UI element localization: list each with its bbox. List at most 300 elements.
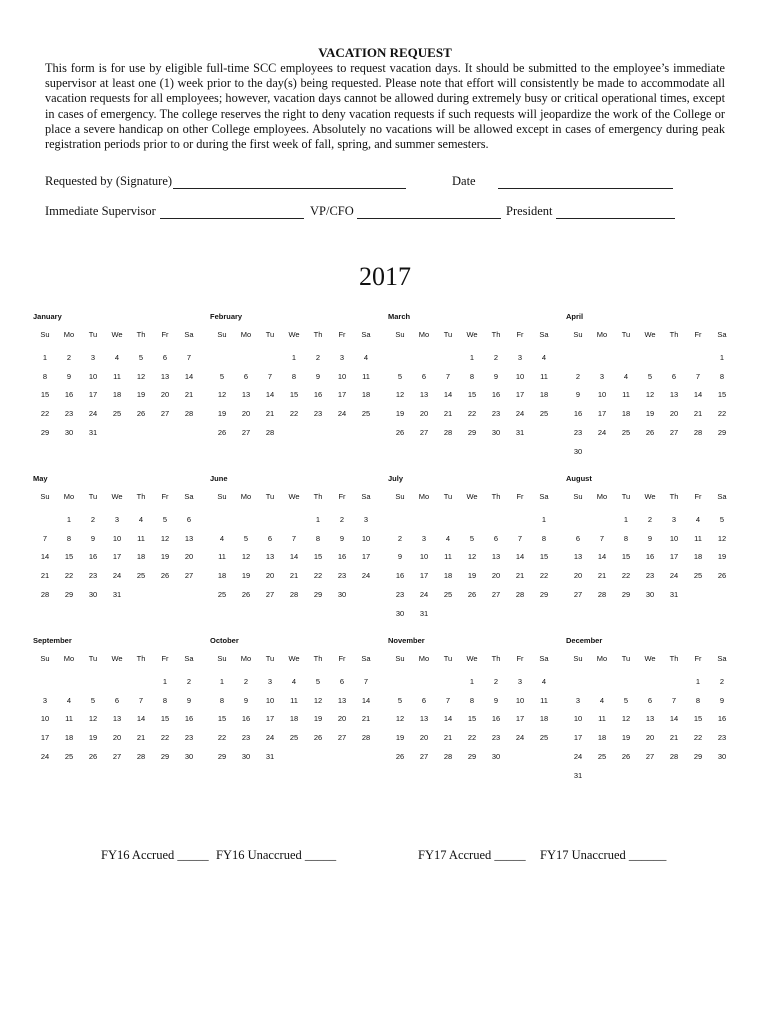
day-cell: 26: [645, 427, 655, 437]
weekday-header: Su: [573, 330, 583, 339]
day-cell: 16: [491, 714, 501, 724]
weekday-header: Mo: [418, 330, 430, 339]
weekday-header: Sa: [361, 492, 371, 501]
day-cell: 22: [539, 571, 549, 581]
day-cell: 26: [160, 571, 170, 581]
day-cell: 12: [395, 390, 405, 400]
day-cell: 14: [597, 552, 607, 562]
weekday-header: Sa: [361, 654, 371, 663]
president-label: President: [506, 204, 553, 218]
day-cell: 13: [419, 714, 429, 724]
month-grid: [388, 654, 556, 767]
weekday-header: Th: [491, 492, 501, 501]
day-cell: 20: [337, 714, 347, 724]
empty-day-cell: [388, 511, 412, 530]
day-cell: 30: [337, 589, 347, 599]
day-cell: 19: [467, 571, 477, 581]
empty-day-cell: [388, 673, 412, 692]
weekday-header: Tu: [621, 654, 631, 663]
day-cell: 2: [315, 352, 321, 362]
date-label: Date: [452, 174, 476, 188]
day-cell: 11: [694, 533, 702, 543]
day-cell: 17: [419, 571, 429, 581]
day-cell: 15: [467, 714, 477, 724]
day-cell: 26: [621, 751, 631, 761]
day-cell: 13: [645, 714, 655, 724]
empty-day-cell: [33, 511, 57, 530]
supervisor-label: Immediate Supervisor: [45, 204, 156, 218]
day-cell: 27: [241, 427, 251, 437]
day-cell: 11: [65, 714, 73, 724]
day-cell: 15: [40, 390, 50, 400]
day-cell: 12: [88, 714, 98, 724]
day-cell: 17: [112, 552, 122, 562]
day-cell: 13: [241, 390, 251, 400]
day-cell: 8: [66, 533, 72, 543]
weekday-header: Th: [136, 654, 146, 663]
weekday-header: Mo: [418, 654, 430, 663]
day-cell: 4: [445, 533, 451, 543]
day-cell: 9: [315, 371, 321, 381]
weekday-header: Sa: [184, 654, 194, 663]
day-cell: 23: [184, 733, 194, 743]
signature-row-2: [45, 204, 735, 222]
day-cell: 8: [695, 695, 701, 705]
day-cell: 8: [315, 533, 321, 543]
day-cell: 18: [539, 714, 549, 724]
day-cell: 30: [184, 751, 194, 761]
day-cell: 3: [421, 533, 427, 543]
date-field[interactable]: [498, 188, 673, 189]
weekday-header: Fr: [694, 654, 702, 663]
day-cell: 21: [184, 390, 194, 400]
day-cell: 5: [397, 371, 403, 381]
empty-day-cell: [33, 673, 57, 692]
day-cell: 1: [623, 514, 629, 524]
empty-day-cell: [129, 673, 153, 692]
empty-day-cell: [210, 349, 234, 368]
weekday-header: We: [466, 330, 478, 339]
day-cell: 1: [291, 352, 297, 362]
day-cell: 27: [645, 751, 655, 761]
day-cell: 31: [515, 427, 525, 437]
month-grid: [566, 654, 734, 786]
day-cell: 28: [443, 751, 453, 761]
day-cell: 13: [419, 390, 429, 400]
day-cell: 31: [88, 427, 98, 437]
empty-day-cell: [638, 349, 662, 368]
day-cell: 18: [443, 571, 453, 581]
day-cell: 17: [265, 714, 275, 724]
day-cell: 19: [621, 733, 631, 743]
day-cell: 18: [693, 552, 703, 562]
weekday-header: Su: [40, 330, 50, 339]
day-cell: 6: [421, 695, 427, 705]
weekday-header: Sa: [717, 492, 727, 501]
empty-day-cell: [590, 511, 614, 530]
day-cell: 3: [599, 371, 605, 381]
day-cell: 13: [669, 390, 679, 400]
month-july: [388, 474, 556, 624]
day-cell: 17: [361, 552, 371, 562]
day-cell: 18: [597, 733, 607, 743]
day-cell: 30: [395, 608, 405, 618]
day-cell: 19: [136, 390, 146, 400]
weekday-header: Su: [217, 654, 227, 663]
day-cell: 21: [40, 571, 50, 581]
day-cell: 2: [493, 676, 499, 686]
day-cell: 2: [90, 514, 96, 524]
day-cell: 11: [598, 714, 606, 724]
day-cell: 13: [184, 533, 194, 543]
month-name: January: [33, 312, 62, 321]
day-cell: 4: [623, 371, 629, 381]
day-cell: 1: [162, 676, 168, 686]
day-cell: 27: [419, 751, 429, 761]
day-cell: 19: [395, 733, 405, 743]
weekday-header: Fr: [161, 330, 169, 339]
weekday-header: Mo: [418, 492, 430, 501]
day-cell: 17: [669, 552, 679, 562]
day-cell: 24: [573, 751, 583, 761]
month-name: June: [210, 474, 228, 483]
day-cell: 20: [669, 409, 679, 419]
day-cell: 28: [40, 589, 50, 599]
day-cell: 1: [469, 352, 475, 362]
day-cell: 23: [337, 571, 347, 581]
weekday-header: Fr: [338, 492, 346, 501]
day-cell: 11: [290, 695, 298, 705]
fy16-unaccrued: FY16 Unaccrued _____: [216, 848, 337, 862]
month-january: [33, 312, 201, 462]
fiscal-year-row: [0, 848, 770, 868]
day-cell: 8: [719, 371, 725, 381]
day-cell: 31: [419, 608, 429, 618]
day-cell: 15: [693, 714, 703, 724]
weekday-header: Fr: [338, 654, 346, 663]
empty-day-cell: [460, 511, 484, 530]
day-cell: 19: [160, 552, 170, 562]
day-cell: 28: [136, 751, 146, 761]
day-cell: 22: [40, 409, 50, 419]
day-cell: 22: [160, 733, 170, 743]
month-june: [210, 474, 378, 624]
day-cell: 14: [669, 714, 679, 724]
weekday-header: We: [644, 654, 656, 663]
day-cell: 15: [717, 390, 727, 400]
day-cell: 15: [289, 390, 299, 400]
day-cell: 21: [289, 571, 299, 581]
weekday-header: We: [288, 492, 300, 501]
weekday-header: Th: [669, 654, 679, 663]
month-september: [33, 636, 201, 786]
day-cell: 4: [66, 695, 72, 705]
weekday-header: Fr: [694, 492, 702, 501]
weekday-header: Mo: [240, 492, 252, 501]
day-cell: 28: [669, 751, 679, 761]
weekday-header: Tu: [265, 654, 275, 663]
day-cell: 14: [40, 552, 50, 562]
day-cell: 10: [112, 533, 122, 543]
weekday-header: Tu: [443, 492, 453, 501]
fy17-unaccrued: FY17 Unaccrued ______: [540, 848, 667, 862]
day-cell: 27: [669, 427, 679, 437]
day-cell: 18: [621, 409, 631, 419]
day-cell: 23: [491, 409, 501, 419]
day-cell: 22: [467, 733, 477, 743]
day-cell: 5: [623, 695, 629, 705]
day-cell: 12: [717, 533, 727, 543]
weekday-header: We: [288, 654, 300, 663]
day-cell: 22: [217, 733, 227, 743]
day-cell: 4: [599, 695, 605, 705]
day-cell: 25: [621, 427, 631, 437]
president-field[interactable]: [556, 218, 675, 219]
day-cell: 11: [362, 371, 370, 381]
day-cell: 22: [717, 409, 727, 419]
day-cell: 23: [88, 571, 98, 581]
empty-day-cell: [484, 511, 508, 530]
day-cell: 10: [337, 371, 347, 381]
day-cell: 18: [64, 733, 74, 743]
empty-day-cell: [590, 349, 614, 368]
day-cell: 1: [469, 676, 475, 686]
month-name: April: [566, 312, 584, 321]
weekday-header: Su: [395, 492, 405, 501]
day-cell: 24: [419, 589, 429, 599]
day-cell: 26: [136, 409, 146, 419]
day-cell: 2: [186, 676, 192, 686]
weekday-header: Fr: [161, 654, 169, 663]
month-december: [566, 636, 734, 786]
day-cell: 19: [88, 733, 98, 743]
day-cell: 14: [443, 390, 453, 400]
empty-day-cell: [566, 673, 590, 692]
day-cell: 4: [114, 352, 120, 362]
day-cell: 10: [361, 533, 371, 543]
day-cell: 13: [337, 695, 347, 705]
weekday-header: Su: [395, 654, 405, 663]
day-cell: 20: [645, 733, 655, 743]
day-cell: 29: [693, 751, 703, 761]
day-cell: 23: [717, 733, 727, 743]
empty-day-cell: [566, 511, 590, 530]
day-cell: 25: [136, 571, 146, 581]
day-cell: 21: [597, 571, 607, 581]
day-cell: 11: [540, 695, 548, 705]
day-cell: 24: [40, 751, 50, 761]
day-cell: 26: [395, 751, 405, 761]
month-march: [388, 312, 556, 462]
day-cell: 6: [575, 533, 581, 543]
weekday-header: Tu: [88, 330, 98, 339]
day-cell: 10: [88, 371, 98, 381]
day-cell: 2: [66, 352, 72, 362]
day-cell: 26: [717, 571, 727, 581]
weekday-header: We: [466, 492, 478, 501]
day-cell: 25: [443, 589, 453, 599]
month-grid: [33, 654, 201, 767]
empty-day-cell: [436, 673, 460, 692]
month-name: November: [388, 636, 425, 645]
month-name: September: [33, 636, 72, 645]
day-cell: 5: [397, 695, 403, 705]
weekday-header: Sa: [539, 654, 549, 663]
day-cell: 7: [445, 695, 451, 705]
day-cell: 14: [289, 552, 299, 562]
day-cell: 20: [573, 571, 583, 581]
day-cell: 5: [315, 676, 321, 686]
day-cell: 27: [573, 589, 583, 599]
day-cell: 30: [573, 446, 583, 456]
weekday-header: Fr: [694, 330, 702, 339]
day-cell: 10: [669, 533, 679, 543]
day-cell: 20: [419, 733, 429, 743]
day-cell: 11: [218, 552, 226, 562]
day-cell: 17: [573, 733, 583, 743]
day-cell: 12: [645, 390, 655, 400]
day-cell: 2: [719, 676, 725, 686]
empty-day-cell: [614, 349, 638, 368]
month-grid: [210, 330, 378, 443]
day-cell: 28: [597, 589, 607, 599]
day-cell: 25: [693, 571, 703, 581]
day-cell: 12: [136, 371, 146, 381]
weekday-header: Su: [395, 330, 405, 339]
weekday-header: Tu: [443, 330, 453, 339]
day-cell: 4: [541, 676, 547, 686]
weekday-header: Mo: [63, 654, 75, 663]
day-cell: 19: [217, 409, 227, 419]
day-cell: 29: [313, 589, 323, 599]
weekday-header: Th: [136, 492, 146, 501]
day-cell: 28: [289, 589, 299, 599]
day-cell: 22: [693, 733, 703, 743]
month-grid: [210, 492, 378, 605]
day-cell: 3: [575, 695, 581, 705]
day-cell: 18: [289, 714, 299, 724]
day-cell: 18: [217, 571, 227, 581]
day-cell: 6: [339, 676, 345, 686]
day-cell: 13: [160, 371, 170, 381]
day-cell: 3: [671, 514, 677, 524]
day-cell: 20: [265, 571, 275, 581]
day-cell: 21: [515, 571, 525, 581]
day-cell: 28: [515, 589, 525, 599]
empty-day-cell: [662, 349, 686, 368]
day-cell: 5: [647, 371, 653, 381]
day-cell: 22: [289, 409, 299, 419]
day-cell: 22: [313, 571, 323, 581]
day-cell: 24: [88, 409, 98, 419]
day-cell: 21: [693, 409, 703, 419]
day-cell: 3: [517, 676, 523, 686]
day-cell: 30: [491, 751, 501, 761]
day-cell: 1: [541, 514, 547, 524]
day-cell: 17: [597, 409, 607, 419]
day-cell: 15: [64, 552, 74, 562]
weekday-header: Tu: [265, 492, 275, 501]
day-cell: 27: [265, 589, 275, 599]
day-cell: 28: [443, 427, 453, 437]
weekday-header: Th: [313, 654, 323, 663]
month-grid: [388, 492, 556, 624]
day-cell: 9: [243, 695, 249, 705]
day-cell: 15: [160, 714, 170, 724]
day-cell: 16: [491, 390, 501, 400]
day-cell: 29: [717, 427, 727, 437]
day-cell: 15: [467, 390, 477, 400]
month-april: [566, 312, 734, 462]
day-cell: 4: [219, 533, 225, 543]
day-cell: 16: [313, 390, 323, 400]
empty-day-cell: [57, 673, 81, 692]
day-cell: 15: [217, 714, 227, 724]
day-cell: 20: [184, 552, 194, 562]
day-cell: 19: [395, 409, 405, 419]
weekday-header: Su: [217, 330, 227, 339]
day-cell: 23: [573, 427, 583, 437]
day-cell: 7: [517, 533, 523, 543]
day-cell: 11: [137, 533, 145, 543]
requested-by-label: Requested by (Signature): [45, 174, 173, 188]
weekday-header: Sa: [717, 330, 727, 339]
day-cell: 8: [623, 533, 629, 543]
day-cell: 25: [361, 409, 371, 419]
day-cell: 16: [184, 714, 194, 724]
day-cell: 24: [265, 733, 275, 743]
day-cell: 20: [419, 409, 429, 419]
day-cell: 26: [395, 427, 405, 437]
month-grid: [210, 654, 378, 767]
day-cell: 20: [241, 409, 251, 419]
supervisor-field[interactable]: [160, 218, 304, 219]
weekday-header: Tu: [265, 330, 275, 339]
day-cell: 1: [719, 352, 725, 362]
weekday-header: Sa: [184, 492, 194, 501]
day-cell: 21: [361, 714, 371, 724]
day-cell: 8: [291, 371, 297, 381]
day-cell: 31: [265, 751, 275, 761]
signature-field[interactable]: [173, 188, 406, 189]
month-name: February: [210, 312, 243, 321]
month-grid: [388, 330, 556, 443]
day-cell: 9: [575, 390, 581, 400]
month-october: [210, 636, 378, 786]
weekday-header: Th: [669, 492, 679, 501]
day-cell: 23: [491, 733, 501, 743]
weekday-header: Th: [491, 330, 501, 339]
day-cell: 26: [313, 733, 323, 743]
day-cell: 16: [573, 409, 583, 419]
empty-day-cell: [590, 673, 614, 692]
day-cell: 18: [136, 552, 146, 562]
day-cell: 14: [515, 552, 525, 562]
vpcfo-label: VP/CFO: [310, 204, 354, 218]
weekday-header: Fr: [161, 492, 169, 501]
day-cell: 3: [42, 695, 48, 705]
month-name: July: [388, 474, 404, 483]
day-cell: 31: [112, 589, 122, 599]
empty-day-cell: [412, 511, 436, 530]
day-cell: 27: [419, 427, 429, 437]
month-november: [388, 636, 556, 786]
day-cell: 9: [186, 695, 192, 705]
day-cell: 27: [184, 571, 194, 581]
vpcfo-field[interactable]: [357, 218, 501, 219]
day-cell: 17: [88, 390, 98, 400]
month-name: March: [388, 312, 411, 321]
